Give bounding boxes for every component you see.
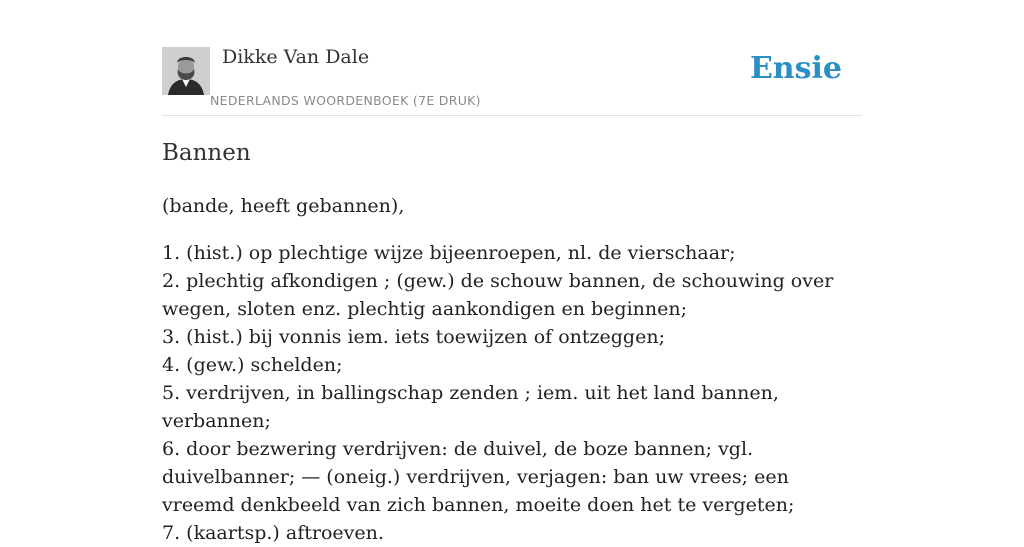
entry-header xyxy=(162,0,862,116)
sense-item: 2. plechtig afkondigen ; (gew.) de schouw bannen, de schouwing over wegen, sloten enz. plechtig aankondigen en beginnen; xyxy=(162,270,834,320)
author-name[interactable]: Dikke Van Dale xyxy=(222,46,370,68)
sense-item: 3. (hist.) bij vonnis iem. iets toewijzen of ontzeggen; xyxy=(162,326,665,348)
entry-body xyxy=(162,192,862,547)
source-label: NEDERLANDS WOORDENBOEK (7E DRUK) xyxy=(210,93,481,108)
sense-item: 5. verdrijven, in ballingschap zenden ; iem. uit het land bannen, verbannen; xyxy=(162,382,779,432)
sense-item: 6. door bezwering verdrijven: de duivel, de boze bannen; vgl. duivelbanner; — (oneig.) verdrijven, verjagen: ban uw vrees; een vreemd denkbeeld van zich bannen, moeite doen het te vergeten; xyxy=(162,438,795,516)
brand-logo[interactable]: Ensie xyxy=(749,51,842,86)
author-portrait-icon[interactable] xyxy=(162,47,210,95)
sense-item: 1. (hist.) op plechtige wijze bijeenroepen, nl. de vierschaar; xyxy=(162,242,736,264)
sense-list xyxy=(162,239,862,547)
sense-item: 4. (gew.) schelden; xyxy=(162,354,343,376)
entry-card xyxy=(162,0,862,544)
entry-title: Bannen xyxy=(162,140,251,166)
grammar-note: (bande, heeft gebannen), xyxy=(162,195,405,217)
sense-item: 7. (kaartsp.) aftroeven. xyxy=(162,522,384,544)
